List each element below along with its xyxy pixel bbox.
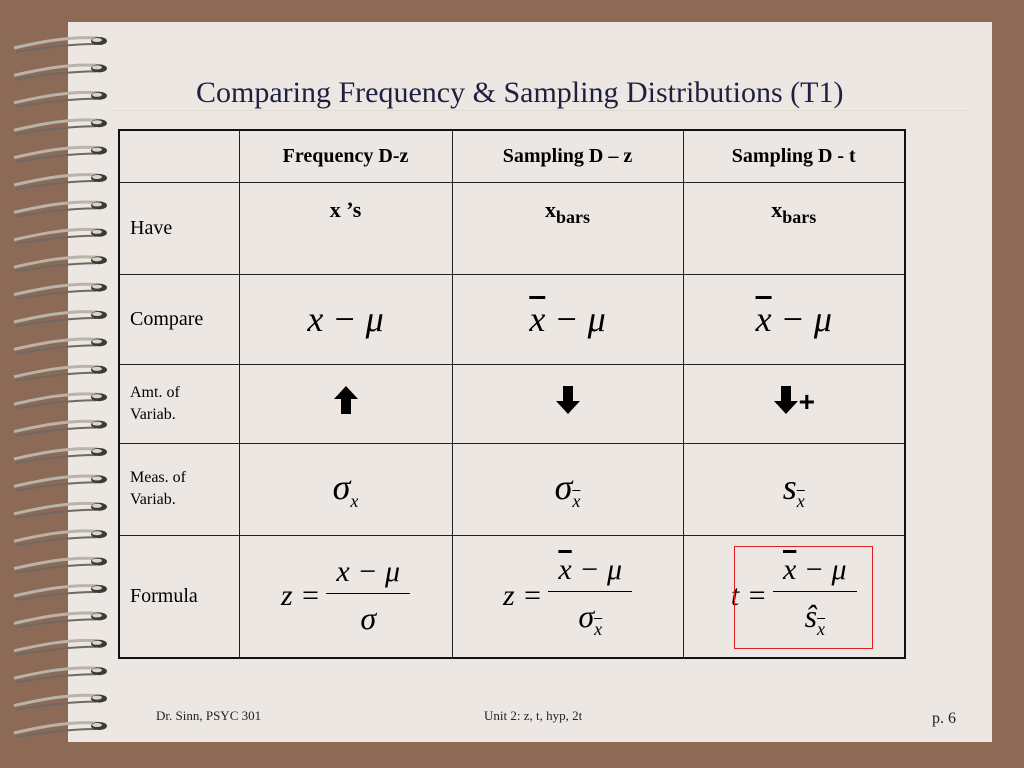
header-row — [119, 130, 905, 182]
measure-sampling-z: $\sigma_{\overline{x}}$ — [452, 443, 683, 535]
row-measure — [119, 443, 905, 535]
have-frequency — [239, 182, 452, 274]
compare-sampling-z: $\overline{x} - \mu$ — [452, 274, 683, 364]
row-compare — [119, 274, 905, 364]
amount-frequency — [239, 364, 452, 443]
header-empty — [119, 130, 239, 182]
arrow-down-icon — [555, 385, 581, 415]
row-amount — [119, 364, 905, 443]
spiral-ring — [14, 229, 107, 244]
label-formula: Formula — [119, 535, 239, 658]
spiral-ring — [14, 37, 107, 52]
spiral-ring — [14, 174, 107, 189]
header-sampling-dz: Sampling D – z — [452, 130, 683, 182]
have-frequency-value: x ’s — [329, 196, 362, 222]
have-sampling-z — [452, 182, 683, 274]
compare-frequency: x − μ — [239, 274, 452, 364]
spiral-ring — [14, 475, 107, 490]
formula-frequency: z = $\frac{x - \mu}{\sigma}$ — [239, 535, 452, 658]
spiral-ring — [14, 558, 107, 573]
spiral-ring — [14, 201, 107, 216]
arrow-down-icon — [773, 385, 799, 415]
measure-sampling-t: $s_{\overline{x}}$ — [683, 443, 905, 535]
spiral-ring — [14, 284, 107, 299]
spiral-ring — [14, 612, 107, 627]
spiral-ring — [14, 256, 107, 271]
spiral-ring — [14, 448, 107, 463]
footer-page-number: p. 6 — [932, 710, 956, 727]
amount-sampling-t — [683, 364, 905, 443]
header-sampling-dt: Sampling D - t — [683, 130, 905, 182]
row-formula — [119, 535, 905, 658]
spiral-ring — [14, 92, 107, 107]
label-measure-of-variability: Meas. of Variab. — [119, 443, 239, 535]
have-sampling-z-value: $x_{bars}$ — [544, 196, 590, 227]
footer-unit: Unit 2: z, t, hyp, 2t — [484, 708, 583, 723]
arrow-up-icon — [333, 385, 359, 415]
plus-sign: + — [798, 385, 815, 417]
have-sampling-t — [683, 182, 905, 274]
footer-author: Dr. Sinn, PSYC 301 — [156, 708, 262, 723]
spiral-ring — [14, 338, 107, 353]
compare-sampling-t: $\overline{x} - \mu$ — [683, 274, 905, 364]
spiral-ring — [14, 503, 107, 518]
row-have — [119, 182, 905, 274]
measure-frequency: $\sigma_x$ — [239, 443, 452, 535]
spiral-ring — [14, 585, 107, 600]
spiral-ring — [14, 366, 107, 381]
spiral-ring — [14, 147, 107, 162]
label-compare: Compare — [119, 274, 239, 364]
highlight-box — [734, 546, 873, 649]
spiral-ring — [14, 311, 107, 326]
comparison-table — [118, 129, 906, 659]
spiral-ring — [14, 640, 107, 655]
header-frequency-dz: Frequency D-z — [239, 130, 452, 182]
formula-sampling-z: z = $\frac{\overline{x} - \mu}{\sigma_{\overline{x}}}$ — [452, 535, 683, 658]
slide-title: Comparing Frequency & Sampling Distributions (T1) — [196, 76, 844, 109]
spiral-ring — [14, 722, 107, 737]
spiral-ring — [14, 667, 107, 682]
label-amount-of-variability: Amt. of Variab. — [119, 364, 239, 443]
have-sampling-t-value: $x_{bars}$ — [771, 196, 817, 227]
spiral-ring — [14, 421, 107, 436]
label-have: Have — [119, 182, 239, 274]
formula-sampling-t: t = $\frac{\overline{x} - \mu}{ŝ_{\overline{x}}}$ — [683, 535, 905, 658]
amount-sampling-z — [452, 364, 683, 443]
spiral-ring — [14, 530, 107, 545]
spiral-ring — [14, 119, 107, 134]
spiral-ring — [14, 64, 107, 79]
spiral-ring — [14, 695, 107, 710]
spiral-ring — [14, 393, 107, 408]
title-divider — [112, 110, 970, 111]
